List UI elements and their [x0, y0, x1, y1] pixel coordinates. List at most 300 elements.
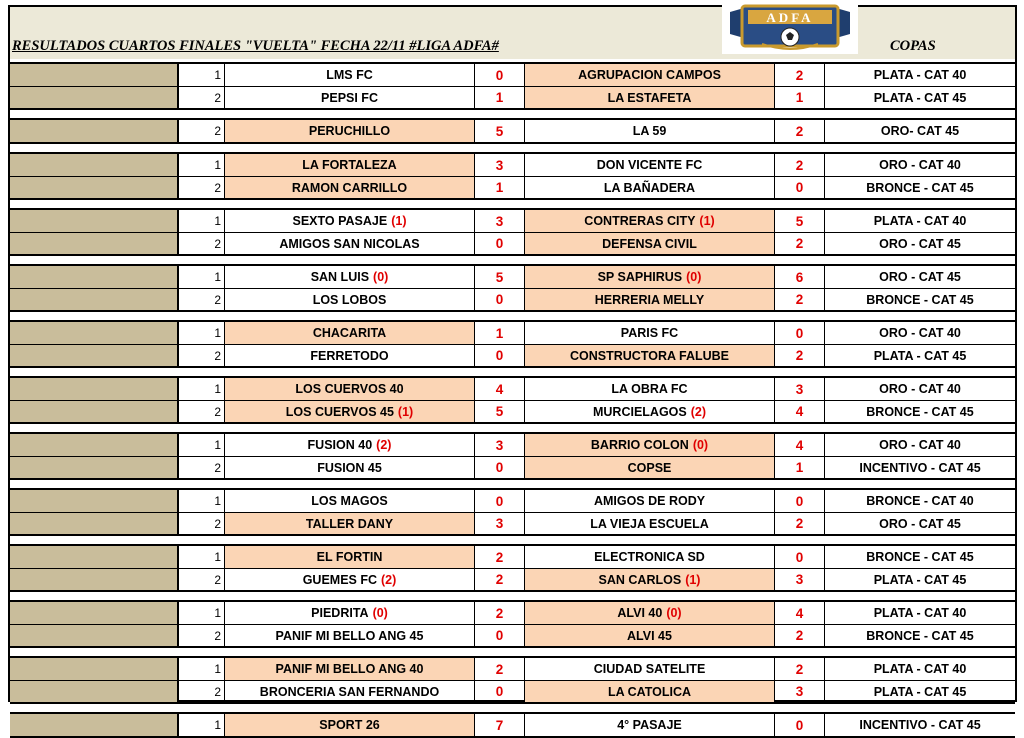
- away-score-text: 4: [795, 437, 804, 453]
- cup-category-text: ORO - CAT 40: [879, 382, 961, 396]
- home-team: [224, 401, 474, 422]
- home-score: [474, 714, 524, 736]
- home-team: [224, 210, 474, 232]
- away-team-text: MURCIELAGOS: [592, 404, 687, 419]
- home-team: [224, 546, 474, 568]
- match-row: [10, 120, 1015, 142]
- match-row: [10, 624, 1015, 646]
- match-number: [178, 233, 224, 254]
- cup-category: [824, 233, 1015, 254]
- home-team: [224, 322, 474, 344]
- home-team: [224, 120, 474, 142]
- match-group: [10, 488, 1015, 536]
- match-number-text: 1: [214, 68, 221, 82]
- home-team-text: CHACARITA: [312, 326, 387, 340]
- cup-category: [824, 154, 1015, 176]
- match-number: [178, 434, 224, 456]
- page-title: RESULTADOS CUARTOS FINALES "VUELTA" FECHA 22/11 #LIGA ADFA#: [12, 38, 499, 54]
- away-score-text: 2: [795, 628, 804, 643]
- away-team-text: LA BAÑADERA: [603, 180, 696, 195]
- match-number-text: 1: [214, 494, 221, 508]
- match-group: [10, 656, 1015, 704]
- cup-category-text: BRONCE - CAT 45: [866, 550, 974, 564]
- match-group: [10, 712, 1015, 738]
- cup-category: [824, 569, 1015, 590]
- away-score: [774, 546, 824, 568]
- match-row: [10, 266, 1015, 288]
- away-team-text: LA OBRA FC: [611, 382, 688, 396]
- home-team-text: FUSION 40: [307, 438, 373, 452]
- away-score-text: 2: [795, 67, 804, 83]
- match-number-text: 2: [214, 180, 221, 195]
- away-team: [524, 658, 774, 680]
- match-number: [178, 681, 224, 702]
- home-score-text: 0: [495, 67, 504, 83]
- home-score: [474, 513, 524, 534]
- away-score: [774, 714, 824, 736]
- home-team: [224, 513, 474, 534]
- cup-category: [824, 87, 1015, 108]
- away-team: [524, 154, 774, 176]
- home-score-text: 2: [495, 605, 504, 621]
- away-score-text: 3: [795, 381, 804, 397]
- home-score: [474, 681, 524, 702]
- match-number-text: 2: [214, 684, 221, 699]
- home-score: [474, 345, 524, 366]
- home-score: [474, 87, 524, 108]
- home-team: [224, 490, 474, 512]
- cup-category-text: ORO - CAT 40: [879, 438, 961, 452]
- match-number: [178, 177, 224, 198]
- cup-category: [824, 378, 1015, 400]
- away-score: [774, 378, 824, 400]
- home-score-text: 3: [495, 157, 504, 173]
- cup-category-text: BRONCE - CAT 40: [866, 494, 974, 508]
- away-team-text: ALVI 45: [627, 628, 672, 643]
- home-team-text: TALLER DANY: [305, 516, 394, 531]
- match-number-text: 2: [214, 572, 221, 587]
- away-score-text: 2: [795, 661, 804, 677]
- match-number-text: 1: [214, 214, 221, 228]
- home-score-text: 2: [495, 572, 504, 587]
- match-row: [10, 322, 1015, 344]
- cup-category: [824, 401, 1015, 422]
- away-team-text: BARRIO COLON: [590, 438, 689, 452]
- away-score-text: 2: [795, 123, 804, 139]
- results-sheet: [8, 5, 1017, 733]
- away-score-text: 4: [795, 605, 804, 621]
- away-penalties: (0): [666, 606, 682, 620]
- home-team: [224, 714, 474, 736]
- away-score: [774, 210, 824, 232]
- away-team-text: CIUDAD SATELITE: [593, 662, 706, 676]
- away-score-text: 3: [795, 684, 804, 699]
- home-score-text: 5: [495, 404, 504, 419]
- match-group: [10, 600, 1015, 648]
- cup-category-text: BRONCE - CAT 45: [866, 180, 974, 195]
- cup-category-text: PLATA - CAT 40: [873, 606, 967, 620]
- match-row: [10, 86, 1015, 108]
- home-team: [224, 658, 474, 680]
- cup-category-text: ORO - CAT 45: [879, 270, 961, 284]
- match-number: [178, 87, 224, 108]
- away-team: [524, 625, 774, 646]
- match-row: [10, 210, 1015, 232]
- cup-category: [824, 266, 1015, 288]
- match-number: [178, 120, 224, 142]
- away-score: [774, 289, 824, 310]
- away-team-text: AGRUPACION CAMPOS: [578, 68, 721, 82]
- home-score-text: 3: [495, 516, 504, 531]
- cup-category-text: BRONCE - CAT 45: [866, 292, 974, 307]
- match-number: [178, 569, 224, 590]
- cup-category: [824, 210, 1015, 232]
- away-score-text: 4: [795, 404, 804, 419]
- match-number-text: 2: [214, 460, 221, 475]
- match-row: [10, 344, 1015, 366]
- away-score-text: 0: [795, 717, 804, 733]
- away-penalties: (1): [699, 214, 715, 228]
- match-row: [10, 378, 1015, 400]
- away-score-text: 1: [795, 90, 804, 105]
- cup-category-text: PLATA - CAT 45: [873, 348, 967, 363]
- away-team: [524, 64, 774, 86]
- match-row: [10, 602, 1015, 624]
- home-score: [474, 120, 524, 142]
- away-team-text: CONTRERAS CITY: [584, 214, 696, 228]
- home-score: [474, 64, 524, 86]
- home-team-text: PERUCHILLO: [308, 124, 391, 138]
- match-number: [178, 210, 224, 232]
- match-group: [10, 152, 1015, 200]
- away-score-text: 3: [795, 572, 804, 587]
- home-score: [474, 322, 524, 344]
- home-penalties: (0): [372, 606, 388, 620]
- home-team-text: SEXTO PASAJE: [292, 214, 388, 228]
- match-group: [10, 320, 1015, 368]
- away-team-text: AMIGOS DE RODY: [593, 494, 706, 508]
- home-score-text: 7: [495, 717, 504, 733]
- cup-category: [824, 602, 1015, 624]
- away-team: [524, 210, 774, 232]
- home-team: [224, 681, 474, 702]
- home-score-text: 2: [495, 661, 504, 677]
- away-team: [524, 434, 774, 456]
- match-number-text: 2: [214, 628, 221, 643]
- cup-category: [824, 714, 1015, 736]
- away-team-text: LA VIEJA ESCUELA: [590, 516, 709, 531]
- away-team: [524, 602, 774, 624]
- away-team: [524, 513, 774, 534]
- match-number: [178, 625, 224, 646]
- away-team-text: HERRERIA MELLY: [594, 292, 705, 307]
- home-score-text: 5: [495, 123, 504, 139]
- home-score-text: 1: [495, 325, 504, 341]
- home-team-text: LOS CUERVOS 40: [295, 382, 404, 396]
- home-score: [474, 546, 524, 568]
- match-number-text: 2: [214, 404, 221, 419]
- home-team-text: FUSION 45: [317, 460, 382, 475]
- match-row: [10, 400, 1015, 422]
- home-team: [224, 266, 474, 288]
- home-score: [474, 602, 524, 624]
- home-score: [474, 625, 524, 646]
- match-number-text: 2: [214, 124, 221, 138]
- home-score: [474, 434, 524, 456]
- match-group: [10, 376, 1015, 424]
- sheet-header: [10, 7, 1015, 59]
- home-team: [224, 345, 474, 366]
- match-number: [178, 322, 224, 344]
- home-team-text: RAMON CARRILLO: [291, 180, 408, 195]
- away-team-text: LA CATOLICA: [607, 684, 692, 699]
- away-score-text: 2: [795, 292, 804, 307]
- away-penalties: (2): [690, 404, 707, 419]
- home-score-text: 0: [495, 684, 504, 699]
- away-score: [774, 154, 824, 176]
- match-number: [178, 602, 224, 624]
- away-score: [774, 233, 824, 254]
- cup-category: [824, 658, 1015, 680]
- home-team-text: LA FORTALEZA: [302, 158, 397, 172]
- home-score: [474, 490, 524, 512]
- home-team-text: LMS FC: [326, 68, 373, 82]
- away-score-text: 1: [795, 460, 804, 475]
- away-team-text: COPSE: [627, 460, 672, 475]
- cup-category: [824, 681, 1015, 702]
- cup-category: [824, 490, 1015, 512]
- match-row: [10, 456, 1015, 478]
- cup-category-text: ORO - CAT 40: [879, 158, 961, 172]
- match-number-text: 1: [214, 158, 221, 172]
- away-team-text: ALVI 40: [617, 606, 663, 620]
- away-score-text: 0: [795, 325, 804, 341]
- away-team: [524, 714, 774, 736]
- away-score: [774, 266, 824, 288]
- match-number: [178, 266, 224, 288]
- match-number: [178, 64, 224, 86]
- match-row: [10, 546, 1015, 568]
- away-score: [774, 177, 824, 198]
- cup-category-text: PLATA - CAT 40: [873, 214, 967, 228]
- away-team-text: PARIS FC: [620, 326, 679, 340]
- match-number: [178, 457, 224, 478]
- home-score: [474, 289, 524, 310]
- home-score-text: 3: [495, 437, 504, 453]
- home-score: [474, 233, 524, 254]
- match-row: [10, 288, 1015, 310]
- home-team: [224, 569, 474, 590]
- home-penalties: (1): [397, 404, 414, 419]
- home-score-text: 0: [495, 460, 504, 475]
- match-group: [10, 118, 1015, 144]
- home-score-text: 0: [495, 348, 504, 363]
- match-number: [178, 378, 224, 400]
- away-team: [524, 401, 774, 422]
- away-score-text: 2: [795, 348, 804, 363]
- cup-category-text: BRONCE - CAT 45: [866, 404, 974, 419]
- cup-category: [824, 120, 1015, 142]
- cup-category-text: ORO- CAT 45: [880, 124, 960, 138]
- away-score-text: 2: [795, 236, 804, 251]
- away-score-text: 5: [795, 213, 804, 229]
- cup-category-text: PLATA - CAT 45: [873, 572, 967, 587]
- cup-category-text: PLATA - CAT 45: [873, 684, 967, 699]
- match-group: [10, 432, 1015, 480]
- match-row: [10, 232, 1015, 254]
- away-team: [524, 120, 774, 142]
- cup-category: [824, 64, 1015, 86]
- match-number-text: 1: [214, 662, 221, 676]
- away-team-text: DON VICENTE FC: [596, 158, 703, 172]
- away-score: [774, 64, 824, 86]
- match-number-text: 2: [214, 90, 221, 105]
- away-team: [524, 177, 774, 198]
- home-team-text: GUEMES FC: [302, 572, 378, 587]
- away-team: [524, 681, 774, 702]
- home-penalties: (0): [373, 270, 389, 284]
- home-score-text: 0: [495, 628, 504, 643]
- match-row: [10, 64, 1015, 86]
- away-team-text: SAN CARLOS: [598, 572, 682, 587]
- home-team-text: FERRETODO: [310, 348, 389, 363]
- cup-category: [824, 625, 1015, 646]
- home-score-text: 0: [495, 236, 504, 251]
- match-group: [10, 208, 1015, 256]
- away-score: [774, 457, 824, 478]
- home-penalties: (2): [381, 572, 397, 587]
- cup-category: [824, 177, 1015, 198]
- match-number: [178, 345, 224, 366]
- match-number: [178, 289, 224, 310]
- home-team: [224, 154, 474, 176]
- match-number-text: 2: [214, 292, 221, 307]
- home-team-text: LOS LOBOS: [312, 292, 387, 307]
- cup-category-text: PLATA - CAT 40: [873, 68, 967, 82]
- match-number-text: 1: [214, 270, 221, 284]
- away-score-text: 0: [795, 493, 804, 509]
- home-score-text: 3: [495, 213, 504, 229]
- home-penalties: (2): [376, 438, 392, 452]
- match-row: [10, 512, 1015, 534]
- home-team: [224, 434, 474, 456]
- cup-category: [824, 289, 1015, 310]
- cup-category-text: PLATA - CAT 45: [873, 90, 967, 105]
- away-team-text: LA 59: [632, 124, 667, 138]
- away-score: [774, 681, 824, 702]
- cups-header: COPAS: [890, 38, 936, 54]
- away-score-text: 0: [795, 549, 804, 565]
- away-team: [524, 546, 774, 568]
- away-team-text: ELECTRONICA SD: [594, 550, 705, 564]
- home-team-text: PEPSI FC: [321, 90, 378, 105]
- away-team: [524, 457, 774, 478]
- cup-category: [824, 546, 1015, 568]
- match-number: [178, 154, 224, 176]
- cup-category: [824, 457, 1015, 478]
- cup-category-text: INCENTIVO - CAT 45: [859, 460, 981, 475]
- away-score-text: 0: [795, 180, 804, 195]
- match-number-text: 1: [214, 606, 221, 620]
- home-team-text: PANIF MI BELLO ANG 40: [275, 662, 424, 676]
- match-group: [10, 62, 1015, 110]
- match-number-text: 2: [214, 236, 221, 251]
- away-score: [774, 658, 824, 680]
- home-team-text: LOS CUERVOS 45: [285, 404, 394, 419]
- match-number-text: 1: [214, 326, 221, 340]
- away-team: [524, 569, 774, 590]
- home-team: [224, 64, 474, 86]
- match-number-text: 1: [214, 550, 221, 564]
- home-score-text: 2: [495, 549, 504, 565]
- match-number: [178, 714, 224, 736]
- away-score: [774, 322, 824, 344]
- match-group: [10, 264, 1015, 312]
- home-team-text: LOS MAGOS: [311, 494, 388, 508]
- match-row: [10, 490, 1015, 512]
- away-score: [774, 120, 824, 142]
- away-team: [524, 266, 774, 288]
- match-number-text: 1: [214, 438, 221, 452]
- home-team: [224, 289, 474, 310]
- home-score: [474, 569, 524, 590]
- adfa-logo: [722, 4, 858, 54]
- home-score-text: 0: [495, 493, 504, 509]
- match-row: [10, 154, 1015, 176]
- home-score: [474, 154, 524, 176]
- away-team: [524, 490, 774, 512]
- away-score: [774, 401, 824, 422]
- away-penalties: (0): [692, 438, 709, 452]
- home-team: [224, 87, 474, 108]
- match-number: [178, 658, 224, 680]
- home-team: [224, 457, 474, 478]
- match-number: [178, 401, 224, 422]
- match-row: [10, 714, 1015, 736]
- cup-category-text: PLATA - CAT 40: [873, 662, 967, 676]
- home-score: [474, 658, 524, 680]
- home-penalties: (1): [391, 214, 407, 228]
- home-score: [474, 177, 524, 198]
- away-team: [524, 378, 774, 400]
- match-group: [10, 544, 1015, 592]
- away-team: [524, 345, 774, 366]
- home-team: [224, 378, 474, 400]
- home-team: [224, 602, 474, 624]
- away-score-text: 2: [795, 157, 804, 173]
- home-team-text: SAN LUIS: [310, 270, 370, 284]
- home-score: [474, 378, 524, 400]
- match-number-text: 1: [214, 382, 221, 396]
- away-team-text: 4° PASAJE: [617, 718, 682, 732]
- home-score: [474, 457, 524, 478]
- away-team-text: LA ESTAFETA: [607, 90, 692, 105]
- away-score-text: 6: [795, 269, 804, 285]
- home-team: [224, 625, 474, 646]
- home-team-text: EL FORTIN: [316, 550, 383, 564]
- match-row: [10, 658, 1015, 680]
- cup-category-text: BRONCE - CAT 45: [866, 628, 974, 643]
- match-row: [10, 434, 1015, 456]
- away-score: [774, 87, 824, 108]
- away-team: [524, 87, 774, 108]
- away-score: [774, 602, 824, 624]
- away-score-text: 2: [795, 516, 804, 531]
- away-team-text: DEFENSA CIVIL: [602, 236, 697, 251]
- cup-category-text: INCENTIVO - CAT 45: [859, 718, 981, 732]
- home-team: [224, 233, 474, 254]
- home-team-text: SPORT 26: [319, 718, 380, 732]
